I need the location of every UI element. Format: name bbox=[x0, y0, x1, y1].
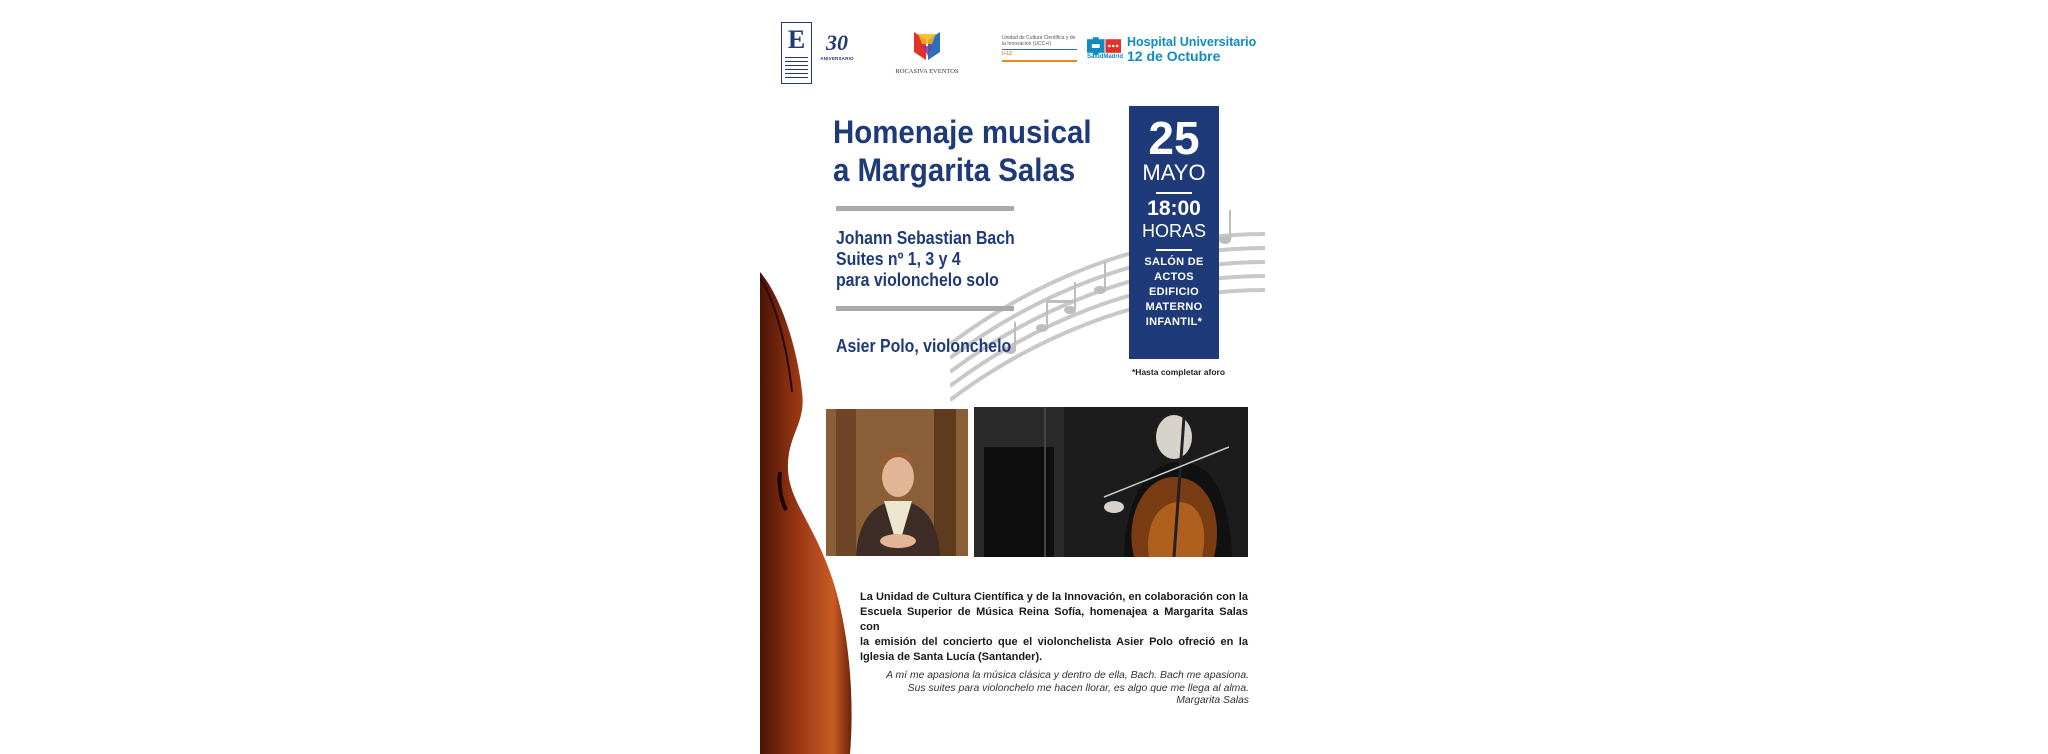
event-title bbox=[833, 113, 1109, 189]
capacity-note: *Hasta completar aforo bbox=[1132, 367, 1226, 377]
rocasiva-label: ROCASIVA EVENTOS bbox=[895, 68, 959, 75]
ucc-logo bbox=[1002, 35, 1077, 62]
venue-line: SALÓN DE bbox=[1144, 256, 1204, 268]
rocasiva-icon bbox=[912, 30, 942, 62]
anniversary-label: ANIVERSARIO bbox=[820, 56, 854, 61]
program-line-1: Johann Sebastian Bach bbox=[836, 228, 1015, 248]
event-description bbox=[860, 590, 1248, 665]
quote-author: Margarita Salas bbox=[1176, 695, 1249, 706]
title-line-2: a Margarita Salas bbox=[833, 152, 1076, 188]
event-day: 25 bbox=[1148, 112, 1200, 164]
event-poster bbox=[760, 0, 1265, 754]
escuela-superior-logo bbox=[781, 22, 812, 84]
venue-line: ACTOS bbox=[1154, 271, 1194, 283]
rocasiva-logo bbox=[894, 30, 960, 75]
quote-line: Sus suites para violonchelo me hacen llorar, es algo que me llega al alma. bbox=[907, 682, 1249, 694]
escuela-logo-letter: E bbox=[787, 25, 806, 54]
divider bbox=[836, 306, 1014, 311]
venue-line: EDIFICIO bbox=[1148, 286, 1200, 298]
performer-name: Asier Polo, violonchelo bbox=[836, 336, 1012, 356]
program-line-2: Suites nº 1, 3 y 4 bbox=[836, 249, 961, 269]
hours-label: HORAS bbox=[1141, 221, 1206, 241]
description-line: Iglesia de Santa Lucía (Santander). bbox=[860, 651, 1043, 663]
program-info bbox=[836, 228, 1038, 291]
salud-madrid-label: SaludMadrid bbox=[1087, 54, 1124, 60]
anniversary-logo bbox=[817, 30, 857, 61]
description-line: Escuela Superior de Música Reina Sofía, homenajea a Margarita Salas con bbox=[860, 606, 1248, 633]
margarita-salas-quote bbox=[860, 670, 1249, 708]
hospital-name-line2: 12 de Octubre bbox=[1127, 48, 1221, 64]
venue-line: MATERNO bbox=[1145, 301, 1203, 313]
event-month: MAYO bbox=[1142, 160, 1206, 185]
quote-line: A mí me apasiona la música clásica y dentro de ella, Bach. Bach me apasiona. bbox=[886, 670, 1249, 681]
description-line: la emisión del concierto que el violonchelista Asier Polo ofreció en la bbox=[860, 636, 1248, 648]
divider bbox=[836, 206, 1014, 211]
event-time: 18:00 bbox=[1147, 197, 1201, 220]
ucc-tag: i+12 bbox=[1002, 49, 1077, 62]
salud-madrid-cross-icon bbox=[1087, 37, 1122, 55]
title-line-1: Homenaje musical bbox=[833, 114, 1092, 150]
program-line-3: para violonchelo solo bbox=[836, 270, 999, 290]
event-venue bbox=[1129, 255, 1219, 330]
date-box bbox=[1129, 106, 1219, 359]
asier-polo-photo bbox=[974, 407, 1248, 557]
hospital-name-line1: Hospital Universitario bbox=[1127, 35, 1257, 49]
margarita-salas-photo bbox=[826, 409, 968, 556]
anniversary-number: 30 bbox=[826, 30, 848, 55]
ucc-label: Unidad de Cultura Científica y de la Innovación (UCC+i) bbox=[1002, 35, 1076, 47]
description-line: La Unidad de Cultura Científica y de la Innovación, en colaboración con la bbox=[860, 591, 1248, 603]
venue-line: INFANTIL* bbox=[1145, 316, 1203, 328]
